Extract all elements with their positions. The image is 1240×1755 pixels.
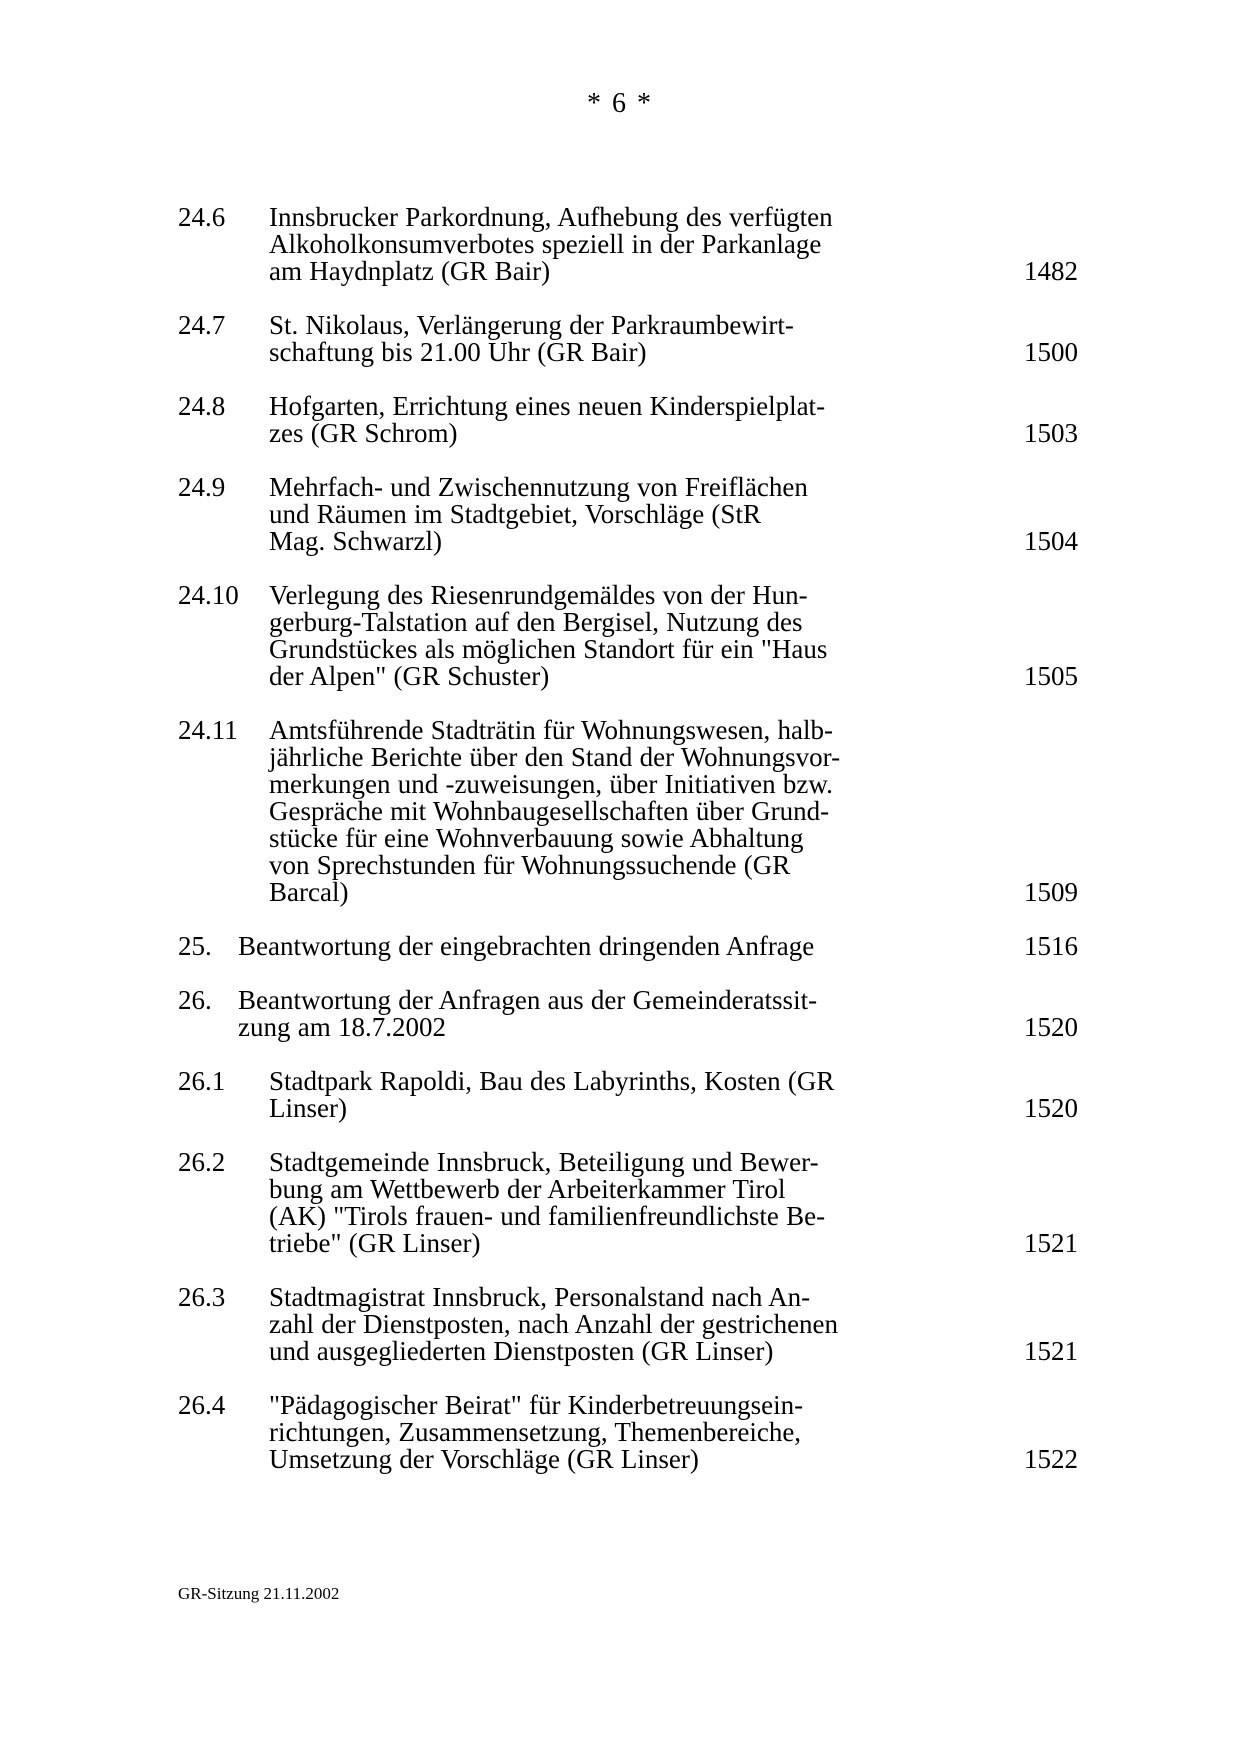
toc-entry-title-line: Stadtpark Rapoldi, Bau des Labyrinths, Kosten (GR — [269, 1066, 835, 1096]
toc-entry-title-line: St. Nikolaus, Verlängerung der Parkraumbewirt- — [269, 310, 794, 340]
toc-entry-title-line: triebe" (GR Linser) — [269, 1228, 481, 1258]
toc-entry-title-line: Umsetzung der Vorschläge (GR Linser) — [269, 1444, 699, 1474]
toc-entry-page: 1516 — [1024, 931, 1078, 961]
toc-entry-title-line: schaftung bis 21.00 Uhr (GR Bair) — [269, 337, 647, 367]
toc-entry — [178, 474, 1078, 555]
toc-entry-title-line: Mehrfach- und Zwischennutzung von Freiflächen — [269, 472, 808, 502]
toc-entry-page: 1520 — [1024, 1093, 1078, 1123]
toc-entry-page: 1504 — [1024, 526, 1078, 556]
toc-entry-page: 1509 — [1024, 877, 1078, 907]
toc-entry — [178, 1068, 1078, 1122]
toc-entry-page: 1505 — [1024, 661, 1078, 691]
toc-entry-title-line: von Sprechstunden für Wohnungssuchende (GR — [269, 850, 791, 880]
toc-entry-number: 26.3 — [178, 1282, 226, 1312]
toc-entry — [178, 204, 1078, 285]
toc-entry-title-line: Beantwortung der eingebrachten dringenden Anfrage — [238, 931, 815, 961]
toc-entry-page: 1520 — [1024, 1012, 1078, 1042]
toc-entry-page: 1503 — [1024, 418, 1078, 448]
toc-entry-title-line: Stadtgemeinde Innsbruck, Beteiligung und Bewer- — [269, 1147, 819, 1177]
toc-entry — [178, 717, 1078, 906]
toc-entry-title-line: Hofgarten, Errichtung eines neuen Kinderspielplat- — [269, 391, 826, 421]
toc-entry-number: 24.8 — [178, 391, 226, 421]
toc-entry — [178, 933, 1078, 960]
toc-entry-title — [238, 987, 869, 1041]
toc-entry-title — [269, 582, 869, 690]
toc-entry-title-line: stücke für eine Wohnverbauung sowie Abhaltung — [269, 823, 804, 853]
toc-entry-number: 24.6 — [178, 202, 226, 232]
toc-entry — [178, 987, 1078, 1041]
toc-entry-title-line: zes (GR Schrom) — [269, 418, 458, 448]
toc-entry-number: 24.11 — [178, 715, 238, 745]
toc-entry-title-line: und ausgegliederten Dienstposten (GR Linser) — [269, 1336, 774, 1366]
toc-entry-title-line: Alkoholkonsumverbotes speziell in der Parkanlage — [269, 229, 822, 259]
toc-entry-number: 24.7 — [178, 310, 226, 340]
toc-entry-page: 1522 — [1024, 1444, 1078, 1474]
toc-entry-number: 26.4 — [178, 1390, 226, 1420]
toc-entry-title-line: zahl der Dienstposten, nach Anzahl der gestrichenen — [269, 1309, 839, 1339]
toc-entry — [178, 393, 1078, 447]
toc-entry-title — [269, 1392, 869, 1473]
toc-entry — [178, 312, 1078, 366]
toc-entry-title-line: "Pädagogischer Beirat" für Kinderbetreuungsein- — [269, 1390, 804, 1420]
toc-entry-title-line: gerburg-Talstation auf den Bergisel, Nutzung des — [269, 607, 803, 637]
toc-entry-title-line: jährliche Berichte über den Stand der Wohnungsvor- — [269, 742, 841, 772]
toc-entry — [178, 1149, 1078, 1257]
toc-entry-title-line: Innsbrucker Parkordnung, Aufhebung des verfügten — [269, 202, 833, 232]
toc-entry-number: 26.1 — [178, 1066, 226, 1096]
toc-entry-title-line: richtungen, Zusammensetzung, Themenbereiche, — [269, 1417, 802, 1447]
toc-entry-title-line: und Räumen im Stadtgebiet, Vorschläge (StR — [269, 499, 761, 529]
toc-entry-page: 1482 — [1024, 256, 1078, 286]
toc-entry-number: 25. — [178, 931, 212, 961]
toc-entry-title — [269, 717, 869, 906]
toc-entry-title-line: (AK) "Tirols frauen- und familienfreundlichste Be- — [269, 1201, 826, 1231]
toc-entry-title-line: Mag. Schwarzl) — [269, 526, 442, 556]
toc-entry-title-line: Gespräche mit Wohnbaugesellschaften über Grund- — [269, 796, 830, 826]
page-number: * 6 * — [587, 88, 653, 119]
toc-entry-number: 26.2 — [178, 1147, 226, 1177]
toc-entry-title-line: Grundstückes als möglichen Standort für ein "Haus — [269, 634, 828, 664]
toc-entry-title-line: Linser) — [269, 1093, 347, 1123]
toc-entry-title — [269, 312, 869, 366]
toc-entry-title-line: Amtsführende Stadträtin für Wohnungswesen, halb- — [269, 715, 833, 745]
toc-entry-title-line: merkungen und -zuweisungen, über Initiativen bzw. — [269, 769, 833, 799]
toc-entry-title-line: zung am 18.7.2002 — [238, 1012, 446, 1042]
toc-entry-title — [269, 474, 869, 555]
toc-entry-page: 1521 — [1024, 1228, 1078, 1258]
toc-entry-title-line: Verlegung des Riesenrundgemäldes von der Hun- — [269, 580, 808, 610]
toc-entry-title-line: der Alpen" (GR Schuster) — [269, 661, 550, 691]
toc-entry-number: 24.10 — [178, 580, 239, 610]
toc-entry-title-line: Stadtmagistrat Innsbruck, Personalstand nach An- — [269, 1282, 811, 1312]
table-of-contents — [178, 204, 1078, 1500]
toc-entry-title — [238, 933, 869, 960]
toc-entry-title-line: am Haydnplatz (GR Bair) — [269, 256, 551, 286]
toc-entry-title — [269, 1149, 869, 1257]
toc-entry-number: 26. — [178, 985, 212, 1015]
toc-entry-number: 24.9 — [178, 472, 226, 502]
toc-entry — [178, 1392, 1078, 1473]
toc-entry-title — [269, 1284, 869, 1365]
footer-session-date: GR-Sitzung 21.11.2002 — [178, 1584, 340, 1603]
toc-entry-title-line: Beantwortung der Anfragen aus der Gemeinderatssit- — [238, 985, 818, 1015]
toc-entry-title — [269, 204, 869, 285]
toc-entry-title — [269, 1068, 869, 1122]
toc-entry — [178, 582, 1078, 690]
toc-entry-title-line: bung am Wettbewerb der Arbeiterkammer Tirol — [269, 1174, 786, 1204]
toc-entry — [178, 1284, 1078, 1365]
toc-entry-title — [269, 393, 869, 447]
toc-entry-page: 1521 — [1024, 1336, 1078, 1366]
toc-entry-title-line: Barcal) — [269, 877, 349, 907]
toc-entry-page: 1500 — [1024, 337, 1078, 367]
